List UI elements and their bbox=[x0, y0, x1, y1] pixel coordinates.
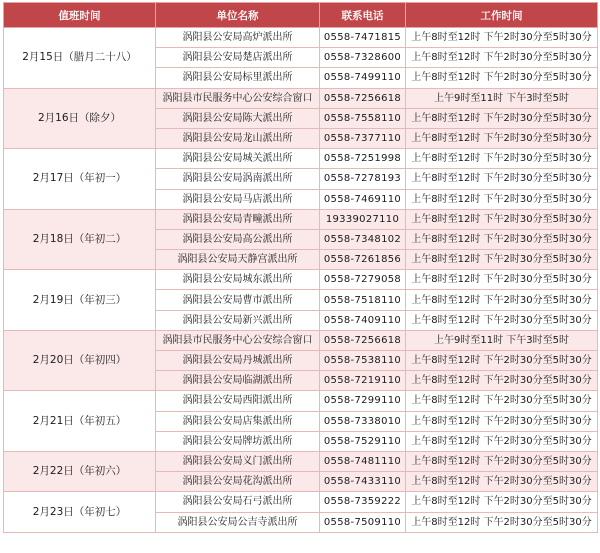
working-hours-cell: 上午8时至12时 下午2时30分至5时30分 bbox=[406, 512, 598, 532]
duty-date-cell: 2月15日（腊月二十八） bbox=[4, 28, 156, 89]
header-working-hours: 工作时间 bbox=[406, 3, 598, 28]
working-hours-cell: 上午8时至12时 下午2时30分至5时30分 bbox=[406, 411, 598, 431]
working-hours-cell: 上午8时至12时 下午2时30分至5时30分 bbox=[406, 270, 598, 290]
unit-name-cell: 涡阳县公安局花沟派出所 bbox=[156, 472, 320, 492]
working-hours-cell: 上午8时至12时 下午2时30分至5时30分 bbox=[406, 451, 598, 471]
header-row bbox=[4, 3, 598, 28]
contact-phone-cell: 0558-7509110 bbox=[320, 512, 406, 532]
unit-name-cell: 涡阳县公安局楚店派出所 bbox=[156, 48, 320, 68]
contact-phone-cell: 0558-7469110 bbox=[320, 189, 406, 209]
table-row bbox=[4, 492, 598, 512]
contact-phone-cell: 19339027110 bbox=[320, 209, 406, 229]
working-hours-cell: 上午8时至12时 下午2时30分至5时30分 bbox=[406, 351, 598, 371]
unit-name-cell: 涡阳县公安局城关派出所 bbox=[156, 149, 320, 169]
working-hours-cell: 上午8时至12时 下午2时30分至5时30分 bbox=[406, 250, 598, 270]
contact-phone-cell: 0558-7529110 bbox=[320, 431, 406, 451]
working-hours-cell: 上午8时至12时 下午2时30分至5时30分 bbox=[406, 290, 598, 310]
working-hours-cell: 上午8时至12时 下午2时30分至5时30分 bbox=[406, 149, 598, 169]
table-row bbox=[4, 391, 598, 411]
header-unit-name: 单位名称 bbox=[156, 3, 320, 28]
contact-phone-cell: 0558-7538110 bbox=[320, 351, 406, 371]
unit-name-cell: 涡阳县公安局店集派出所 bbox=[156, 411, 320, 431]
unit-name-cell: 涡阳县市民服务中心公安综合窗口 bbox=[156, 88, 320, 108]
contact-phone-cell: 0558-7256618 bbox=[320, 88, 406, 108]
contact-phone-cell: 0558-7279058 bbox=[320, 270, 406, 290]
unit-name-cell: 涡阳县公安局涡南派出所 bbox=[156, 169, 320, 189]
contact-phone-cell: 0558-7518110 bbox=[320, 290, 406, 310]
unit-name-cell: 涡阳县公安局天静宫派出所 bbox=[156, 250, 320, 270]
contact-phone-cell: 0558-7481110 bbox=[320, 451, 406, 471]
unit-name-cell: 涡阳县公安局丹城派出所 bbox=[156, 351, 320, 371]
working-hours-cell: 上午8时至12时 下午2时30分至5时30分 bbox=[406, 169, 598, 189]
unit-name-cell: 涡阳县公安局城东派出所 bbox=[156, 270, 320, 290]
working-hours-cell: 上午9时至11时 下午3时至5时 bbox=[406, 330, 598, 350]
header-duty-date: 值班时间 bbox=[4, 3, 156, 28]
table-row bbox=[4, 209, 598, 229]
contact-phone-cell: 0558-7278193 bbox=[320, 169, 406, 189]
unit-name-cell: 涡阳县公安局马店派出所 bbox=[156, 189, 320, 209]
contact-phone-cell: 0558-7359222 bbox=[320, 492, 406, 512]
working-hours-cell: 上午8时至12时 下午2时30分至5时30分 bbox=[406, 68, 598, 88]
contact-phone-cell: 0558-7409110 bbox=[320, 310, 406, 330]
working-hours-cell: 上午8时至12时 下午2时30分至5时30分 bbox=[406, 229, 598, 249]
working-hours-cell: 上午8时至12时 下午2时30分至5时30分 bbox=[406, 371, 598, 391]
working-hours-cell: 上午8时至12时 下午2时30分至5时30分 bbox=[406, 209, 598, 229]
table-body bbox=[4, 28, 598, 533]
table-row bbox=[4, 88, 598, 108]
unit-name-cell: 涡阳县公安局义门派出所 bbox=[156, 451, 320, 471]
working-hours-cell: 上午9时至11时 下午3时至5时 bbox=[406, 88, 598, 108]
duty-date-cell: 2月22日（年初六） bbox=[4, 451, 156, 491]
contact-phone-cell: 0558-7377110 bbox=[320, 128, 406, 148]
table-row bbox=[4, 28, 598, 48]
contact-phone-cell: 0558-7558110 bbox=[320, 108, 406, 128]
duty-date-cell: 2月18日（年初二） bbox=[4, 209, 156, 270]
working-hours-cell: 上午8时至12时 下午2时30分至5时30分 bbox=[406, 472, 598, 492]
contact-phone-cell: 0558-7328600 bbox=[320, 48, 406, 68]
duty-date-cell: 2月20日（年初四） bbox=[4, 330, 156, 391]
duty-date-cell: 2月23日（年初七） bbox=[4, 492, 156, 532]
working-hours-cell: 上午8时至12时 下午2时30分至5时30分 bbox=[406, 108, 598, 128]
working-hours-cell: 上午8时至12时 下午2时30分至5时30分 bbox=[406, 310, 598, 330]
unit-name-cell: 涡阳县公安局西阳派出所 bbox=[156, 391, 320, 411]
unit-name-cell: 涡阳县公安局高炉派出所 bbox=[156, 28, 320, 48]
working-hours-cell: 上午8时至12时 下午2时30分至5时30分 bbox=[406, 431, 598, 451]
unit-name-cell: 涡阳县公安局高公派出所 bbox=[156, 229, 320, 249]
table-row bbox=[4, 270, 598, 290]
contact-phone-cell: 0558-7471815 bbox=[320, 28, 406, 48]
duty-date-cell: 2月16日（除夕） bbox=[4, 88, 156, 149]
unit-name-cell: 涡阳县公安局青疃派出所 bbox=[156, 209, 320, 229]
unit-name-cell: 涡阳县公安局临湖派出所 bbox=[156, 371, 320, 391]
unit-name-cell: 涡阳县公安局陈大派出所 bbox=[156, 108, 320, 128]
working-hours-cell: 上午8时至12时 下午2时30分至5时30分 bbox=[406, 28, 598, 48]
unit-name-cell: 涡阳县公安局牌坊派出所 bbox=[156, 431, 320, 451]
duty-schedule-table bbox=[3, 2, 598, 533]
unit-name-cell: 涡阳县市民服务中心公安综合窗口 bbox=[156, 330, 320, 350]
contact-phone-cell: 0558-7256618 bbox=[320, 330, 406, 350]
unit-name-cell: 涡阳县公安局新兴派出所 bbox=[156, 310, 320, 330]
contact-phone-cell: 0558-7433110 bbox=[320, 472, 406, 492]
table-row bbox=[4, 330, 598, 350]
working-hours-cell: 上午8时至12时 下午2时30分至5时30分 bbox=[406, 391, 598, 411]
contact-phone-cell: 0558-7261856 bbox=[320, 250, 406, 270]
unit-name-cell: 涡阳县公安局龙山派出所 bbox=[156, 128, 320, 148]
duty-date-cell: 2月17日（年初一） bbox=[4, 149, 156, 210]
table-row bbox=[4, 451, 598, 471]
unit-name-cell: 涡阳县公安局公吉寺派出所 bbox=[156, 512, 320, 532]
unit-name-cell: 涡阳县公安局标里派出所 bbox=[156, 68, 320, 88]
unit-name-cell: 涡阳县公安局曹市派出所 bbox=[156, 290, 320, 310]
working-hours-cell: 上午8时至12时 下午2时30分至5时30分 bbox=[406, 48, 598, 68]
working-hours-cell: 上午8时至12时 下午2时30分至5时30分 bbox=[406, 128, 598, 148]
contact-phone-cell: 0558-7219110 bbox=[320, 371, 406, 391]
header-contact-phone: 联系电话 bbox=[320, 3, 406, 28]
unit-name-cell: 涡阳县公安局石弓派出所 bbox=[156, 492, 320, 512]
contact-phone-cell: 0558-7499110 bbox=[320, 68, 406, 88]
table-row bbox=[4, 149, 598, 169]
duty-date-cell: 2月19日（年初三） bbox=[4, 270, 156, 331]
contact-phone-cell: 0558-7299110 bbox=[320, 391, 406, 411]
working-hours-cell: 上午8时至12时 下午2时30分至5时30分 bbox=[406, 492, 598, 512]
table-header bbox=[4, 3, 598, 28]
contact-phone-cell: 0558-7348102 bbox=[320, 229, 406, 249]
duty-date-cell: 2月21日（年初五） bbox=[4, 391, 156, 452]
contact-phone-cell: 0558-7251998 bbox=[320, 149, 406, 169]
working-hours-cell: 上午8时至12时 下午2时30分至5时30分 bbox=[406, 189, 598, 209]
contact-phone-cell: 0558-7338010 bbox=[320, 411, 406, 431]
